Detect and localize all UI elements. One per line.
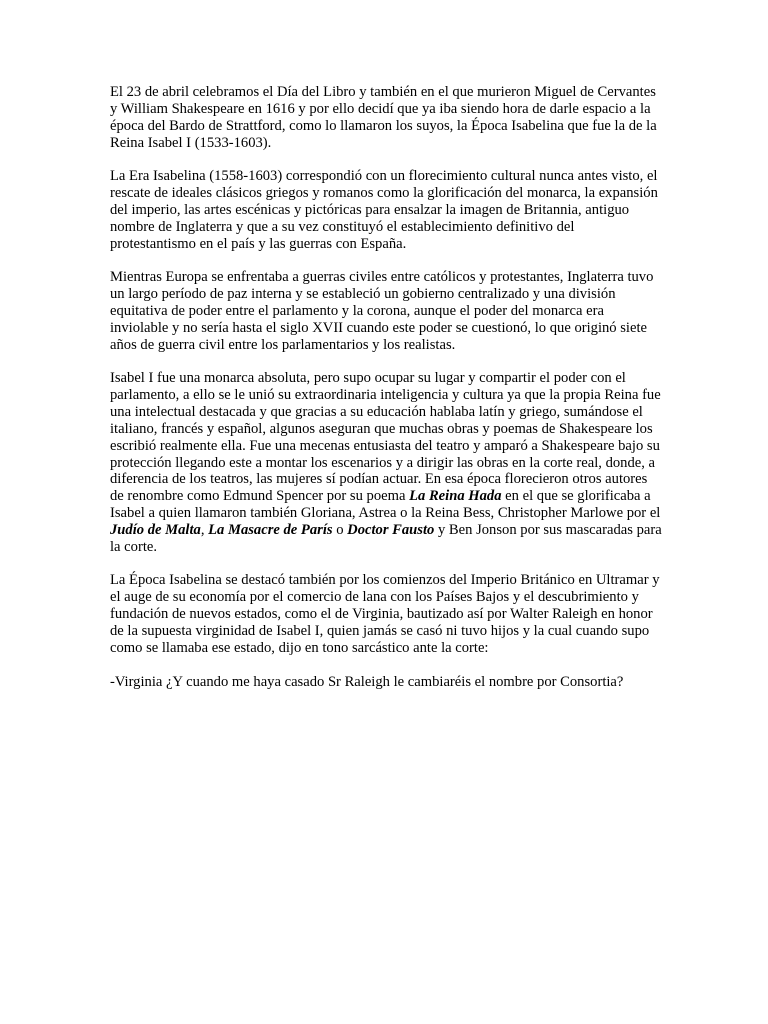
work-title-masacre-de-paris: La Masacre de París: [208, 521, 333, 538]
paragraph-intro: El 23 de abril celebramos el Día del Libro y también en el que murieron Miguel de Cervantes y William Shakespeare en 1616 y por ello decidí que ya iba siendo hora de darle espacio a la época del Bardo de Strattford, como lo llamaron los suyos, la Época Isabelina que fue la de la Reina Isabel I (1533-1603).: [110, 84, 657, 151]
work-title-judio-de-malta: Judío de Malta: [110, 521, 201, 538]
paragraph-imperio-britanico: La Época Isabelina se destacó también por los comienzos del Imperio Británico en Ultramar y el auge de su economía por el comercio de lana con los Países Bajos y el descubrimiento y fundación de nuevos estados, como el de Virginia, bautizado así por Walter Raleigh en honor de la supuesta virginidad de Isabel I, quien jamás se casó ni tuvo hijos y la cual cuando supo como se llamaba ese estado, dijo en tono sarcástico ante la corte:: [110, 572, 660, 656]
text-segment: o: [332, 521, 348, 538]
work-title-reina-hada: La Reina Hada: [409, 488, 502, 505]
paragraph-quote-virginia: -Virginia ¿Y cuando me haya casado Sr Raleigh le cambiaréis el nombre por Consortia?: [110, 673, 624, 690]
paragraph-europa: Mientras Europa se enfrentaba a guerras civiles entre católicos y protestantes, Inglaterra tuvo un largo período de paz interna y se estableció un gobierno centralizado y una división equitativa de poder entre el parlamento y la corona, aunque el poder del monarca era inviolable y no sería hasta el siglo XVII cuando este poder se cuestionó, lo que originó siete años de guerra civil entre los parlamentarios y los realistas.: [110, 269, 654, 353]
document-page: [110, 84, 662, 707]
text-segment: Isabel I fue una monarca absoluta, pero supo ocupar su lugar y compartir el poder con el parlamento, a ello se le unió su extraordinaria inteligencia y cultura ya que la propia Reina fue una intelectual destacada y que gracias a su educación hablaba latín y griego, sumándose el italiano, francés y español, algunos aseguran que muchas obras y poemas de Shakespeare los escribió realmente ella. Fue una mecenas entusiasta del teatro y amparó a Shakespeare bajo su protección llegando este a montar los escenarios y a dirigir las obras en la corte real, donde, a diferencia de los teatros, las mujeres sí podían actuar. En esa época florecieron otros autores de renombre como Edmund Spencer por su poema: [110, 370, 661, 505]
work-title-doctor-fausto: Doctor Fausto: [347, 521, 435, 538]
text-segment: y Ben Jonson por sus mascaradas para la corte.: [110, 521, 662, 555]
paragraph-isabel-monarca: [110, 370, 662, 555]
text-segment: ,: [200, 521, 209, 538]
text-segment: en el que se glorificaba a Isabel a quien llamaron también Gloriana, Astrea o la Reina Bess, Christopher Marlowe por el: [110, 488, 661, 522]
paragraph-era-isabelina: La Era Isabelina (1558-1603) correspondió con un florecimiento cultural nunca antes visto, el rescate de ideales clásicos griegos y romanos como la glorificación del monarca, la expansión del imperio, las artes escénicas y pictóricas para ensalzar la imagen de Britannia, antiguo nombre de Inglaterra y que a su vez constituyó el establecimiento definitivo del protestantismo en el país y las guerras con España.: [110, 168, 658, 252]
